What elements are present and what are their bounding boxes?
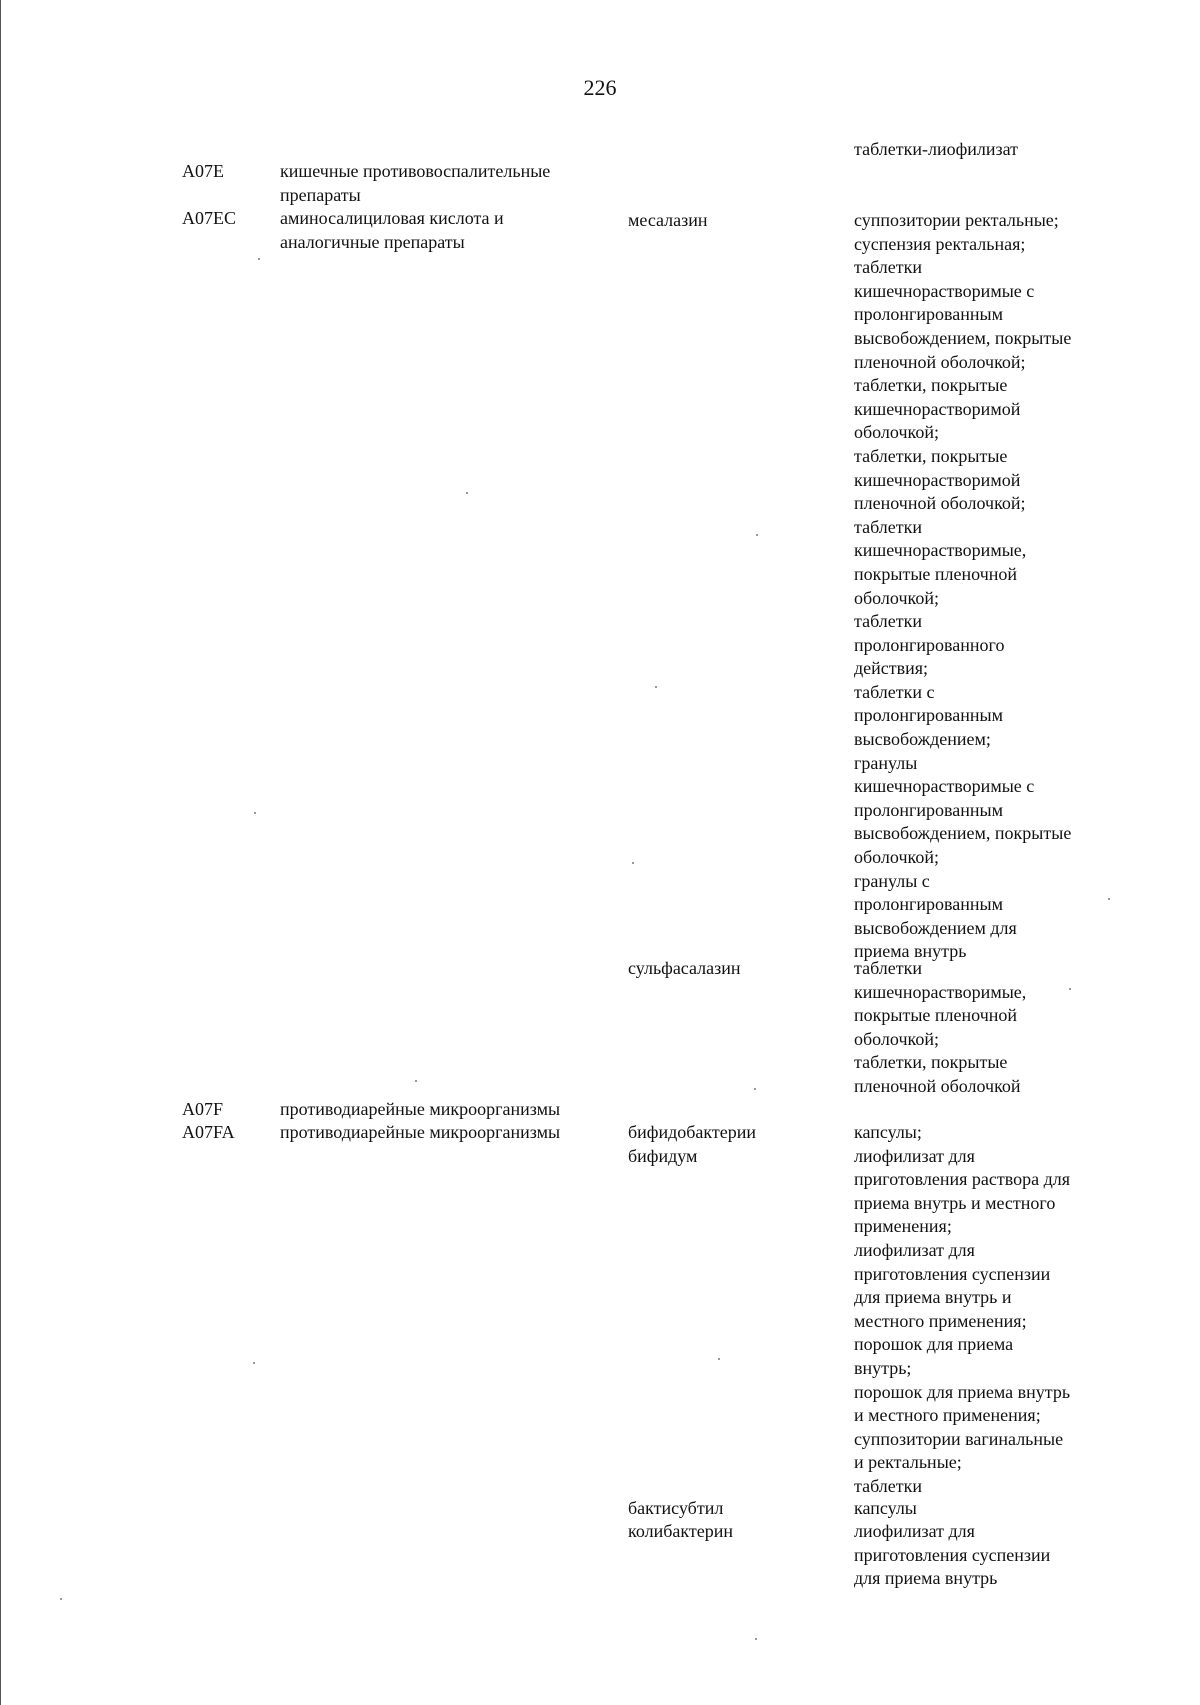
atc-group-name: аминосалициловая кислота и аналогичные препараты [280,208,504,252]
drug-name: колибактерин [628,1521,733,1541]
scan-speck [756,534,758,536]
drug-name: месалазин [628,210,708,230]
dosage-forms: капсулы; лиофилизат для приготовления раствора для приема внутрь и местного применения; лиофилизат для приготовления суспензии для приема внутрь и местного применения; порошок для приема внутрь; порошок для приема внутрь и местного применения; суппозитории вагинальные и ректальные; таблетки [854,1122,1071,1496]
drug-name: бифидобактерии бифидум [628,1122,757,1166]
scan-speck [258,258,260,260]
dosage-forms: капсулы [854,1498,917,1518]
scan-speck [754,1088,756,1090]
scan-speck [718,1358,720,1360]
dosage-forms: суппозитории ректальные; суспензия ректальная; таблетки кишечнорастворимые с пролонгированным высвобождением, покрытые пленочной оболочкой; таблетки, покрытые кишечнорастворимой оболочкой; таблетки, покрытые кишечнорастворимой пленочной оболочкой; таблетки кишечнорастворимые, покрытые пленочной оболочкой; таблетки пролонгированного действия; таблетки с пролонгированным высвобождением; гранулы кишечнорастворимые с пролонгированным высвобождением, покрытые оболочкой; гранулы с пролонгированным высвобождением для приема внутрь [854,210,1072,962]
atc-group-name: противодиарейные микроорганизмы [280,1099,561,1119]
scan-speck [755,1638,757,1640]
scan-speck [60,1598,62,1600]
scan-edge-line [0,0,1,1705]
scan-speck [253,1362,255,1364]
drug-name: сульфасалазин [628,958,741,978]
atc-code: A07E [182,161,224,181]
scan-speck [466,492,468,494]
scan-speck [1069,988,1071,990]
scan-speck [254,812,256,814]
dosage-form-continuation: таблетки-лиофилизат [854,139,1019,159]
scan-speck [415,1080,417,1082]
scan-speck [1108,898,1110,900]
page-number: 226 [583,75,617,100]
atc-code: A07FA [182,1122,235,1142]
atc-code: A07EC [182,208,236,228]
atc-group-name: кишечные противовоспалительные препараты [280,161,551,205]
dosage-forms: лиофилизат для приготовления суспензии для приема внутрь [854,1521,1051,1589]
scan-speck [632,862,634,864]
drug-name: бактисубтил [628,1498,724,1518]
dosage-forms: таблетки кишечнорастворимые, покрытые пленочной оболочкой; таблетки, покрытые пленочной оболочкой [854,958,1027,1096]
atc-code: A07F [182,1099,224,1119]
atc-group-name: противодиарейные микроорганизмы [280,1122,561,1142]
scan-speck [655,686,657,688]
